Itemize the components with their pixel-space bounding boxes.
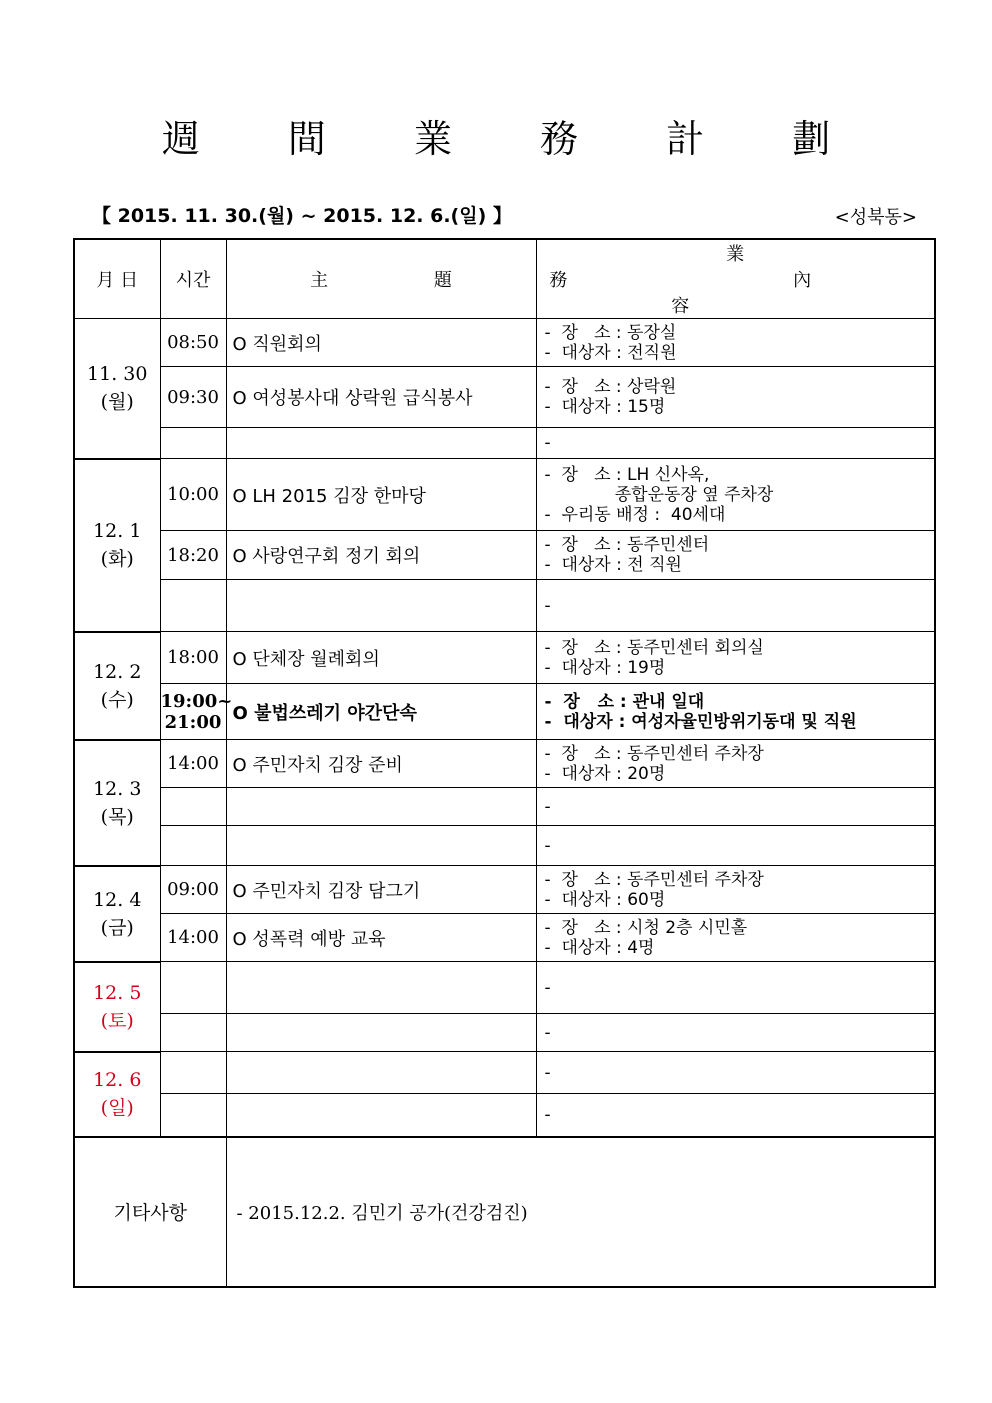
time-cell: 10:00 — [160, 459, 226, 531]
weekday-text: (수) — [100, 688, 134, 711]
time-cell: 08:50 — [160, 319, 226, 367]
table-row — [74, 632, 935, 684]
date-cell — [74, 319, 160, 459]
content-line: - 장 소 : 동주민센터 회의실 — [544, 637, 764, 658]
table-row — [74, 459, 935, 531]
table-row — [74, 962, 935, 1014]
period-range: 【 2015. 11. 30.(월) ~ 2015. 12. 6.(일) 】 — [92, 205, 512, 227]
content-line: - — [544, 977, 551, 998]
table-row — [74, 428, 935, 459]
content-line: - 대상자 : 60명 — [544, 889, 666, 910]
content-cell — [536, 1052, 935, 1094]
content-cell — [536, 1094, 935, 1137]
etc-text: - 2015.12.2. 김민기 공가(건강검진) — [226, 1137, 935, 1287]
content-cell — [536, 866, 935, 914]
date-text: 12. 4 — [93, 888, 142, 911]
subject-cell — [226, 1014, 536, 1052]
date-cell — [74, 740, 160, 866]
header-content: 業 務 內 容 — [536, 239, 935, 319]
document-title: 週 間 業 務 計 劃 — [161, 117, 869, 161]
date-text: 11. 30 — [87, 363, 148, 386]
table-row — [74, 1094, 935, 1137]
time-cell: 14:00 — [160, 914, 226, 962]
subject-cell: O 단체장 월례회의 — [226, 632, 536, 684]
time-cell — [160, 788, 226, 826]
weekday-text: (금) — [100, 916, 134, 939]
subject-cell: O 직원회의 — [226, 319, 536, 367]
date-cell — [74, 632, 160, 740]
date-cell — [74, 459, 160, 632]
time-cell — [160, 962, 226, 1014]
subject-cell — [226, 826, 536, 866]
content-cell — [536, 1014, 935, 1052]
weekly-plan-table — [73, 238, 936, 1288]
content-line: - 장 소 : LH 신사옥, — [544, 464, 710, 485]
subject-cell: O LH 2015 김장 한마당 — [226, 459, 536, 531]
content-line: - 장 소 : 상락원 — [544, 377, 677, 397]
department-label: <성북동> — [834, 207, 917, 228]
content-line: - 대상자 : 여성자율민방위기동대 및 직원 — [544, 711, 857, 732]
content-line: - 장 소 : 시청 2층 시민홀 — [544, 917, 748, 938]
subject-cell: O 사랑연구회 정기 회의 — [226, 531, 536, 580]
header-row — [74, 239, 935, 319]
subject-cell — [226, 580, 536, 632]
content-cell — [536, 684, 935, 740]
content-line: - 장 소 : 동주민센터 주차장 — [544, 869, 764, 890]
header-date: 月 日 — [74, 239, 160, 319]
content-line: - — [544, 796, 551, 817]
etc-row — [74, 1137, 935, 1287]
time-cell — [160, 1014, 226, 1052]
content-cell — [536, 826, 935, 866]
time-cell: 18:00 — [160, 632, 226, 684]
content-line: - 장 소 : 동장실 — [544, 322, 677, 343]
content-line: - 장 소 : 동주민센터 — [544, 535, 710, 555]
date-cell — [74, 962, 160, 1052]
content-cell — [536, 580, 935, 632]
table-row — [74, 914, 935, 962]
content-cell — [536, 367, 935, 428]
date-text: 12. 6 — [93, 1069, 142, 1091]
time-cell — [160, 826, 226, 866]
content-cell — [536, 962, 935, 1014]
weekday-text: (화) — [100, 548, 134, 570]
content-line: - — [544, 835, 551, 856]
weekday-text: (일) — [100, 1097, 134, 1119]
subject-cell — [226, 962, 536, 1014]
date-cell — [74, 866, 160, 962]
weekday-text: (월) — [100, 391, 134, 414]
content-cell — [536, 788, 935, 826]
content-line: - 우리동 배정 : 40세대 — [544, 504, 726, 525]
content-line: - — [544, 595, 551, 616]
content-cell — [536, 914, 935, 962]
time-cell — [160, 428, 226, 459]
date-text: 12. 1 — [93, 520, 142, 542]
content-cell — [536, 531, 935, 580]
time-cell: 09:30 — [160, 367, 226, 428]
content-line: - — [544, 1104, 551, 1125]
time-cell: 09:00 — [160, 866, 226, 914]
content-line: - 대상자 : 15명 — [544, 397, 666, 417]
content-cell — [536, 740, 935, 788]
table-row — [74, 740, 935, 788]
subject-cell — [226, 428, 536, 459]
content-line: - — [544, 433, 551, 453]
subject-cell: O 성폭력 예방 교육 — [226, 914, 536, 962]
content-line: - 대상자 : 4명 — [544, 937, 655, 958]
time-cell — [160, 1094, 226, 1137]
content-cell — [536, 428, 935, 459]
content-line: - 장 소 : 동주민센터 주차장 — [544, 743, 764, 764]
header-time: 시간 — [160, 239, 226, 319]
weekday-text: (목) — [100, 805, 134, 828]
table-row — [74, 826, 935, 866]
table-row — [74, 580, 935, 632]
content-cell — [536, 632, 935, 684]
table-row — [74, 367, 935, 428]
subject-cell: O 주민자치 김장 준비 — [226, 740, 536, 788]
content-cell — [536, 319, 935, 367]
table-row — [74, 866, 935, 914]
time-cell: 19:00~ 21:00 — [160, 684, 226, 740]
content-line: - 대상자 : 19명 — [544, 657, 666, 678]
table-row — [74, 531, 935, 580]
subject-cell: O 주민자치 김장 담그기 — [226, 866, 536, 914]
date-text: 12. 5 — [93, 981, 142, 1004]
content-line: 종합운동장 옆 주차장 — [544, 484, 774, 505]
weekday-text: (토) — [100, 1009, 134, 1032]
etc-label: 기타사항 — [74, 1137, 226, 1287]
subject-cell — [226, 788, 536, 826]
table-row — [74, 319, 935, 367]
subject-cell: O 여성봉사대 상락원 급식봉사 — [226, 367, 536, 428]
content-line: - — [544, 1022, 551, 1043]
table-row — [74, 1052, 935, 1094]
subject-cell — [226, 1052, 536, 1094]
content-line: - — [544, 1062, 551, 1083]
content-line: - 대상자 : 전 직원 — [544, 555, 682, 575]
content-line: - 대상자 : 전직원 — [544, 342, 677, 363]
content-line: - 장 소 : 관내 일대 — [544, 691, 705, 712]
table-row — [74, 684, 935, 740]
subject-cell — [226, 1094, 536, 1137]
time-cell: 18:20 — [160, 531, 226, 580]
table-row — [74, 788, 935, 826]
header-subject: 主 題 — [226, 239, 536, 319]
date-text: 12. 3 — [93, 777, 142, 800]
time-cell: 14:00 — [160, 740, 226, 788]
table-row — [74, 1014, 935, 1052]
content-line: - 대상자 : 20명 — [544, 763, 666, 784]
subject-cell: O 불법쓰레기 야간단속 — [226, 684, 536, 740]
date-text: 12. 2 — [93, 660, 142, 683]
content-cell — [536, 459, 935, 531]
time-cell — [160, 580, 226, 632]
time-cell — [160, 1052, 226, 1094]
date-cell — [74, 1052, 160, 1137]
